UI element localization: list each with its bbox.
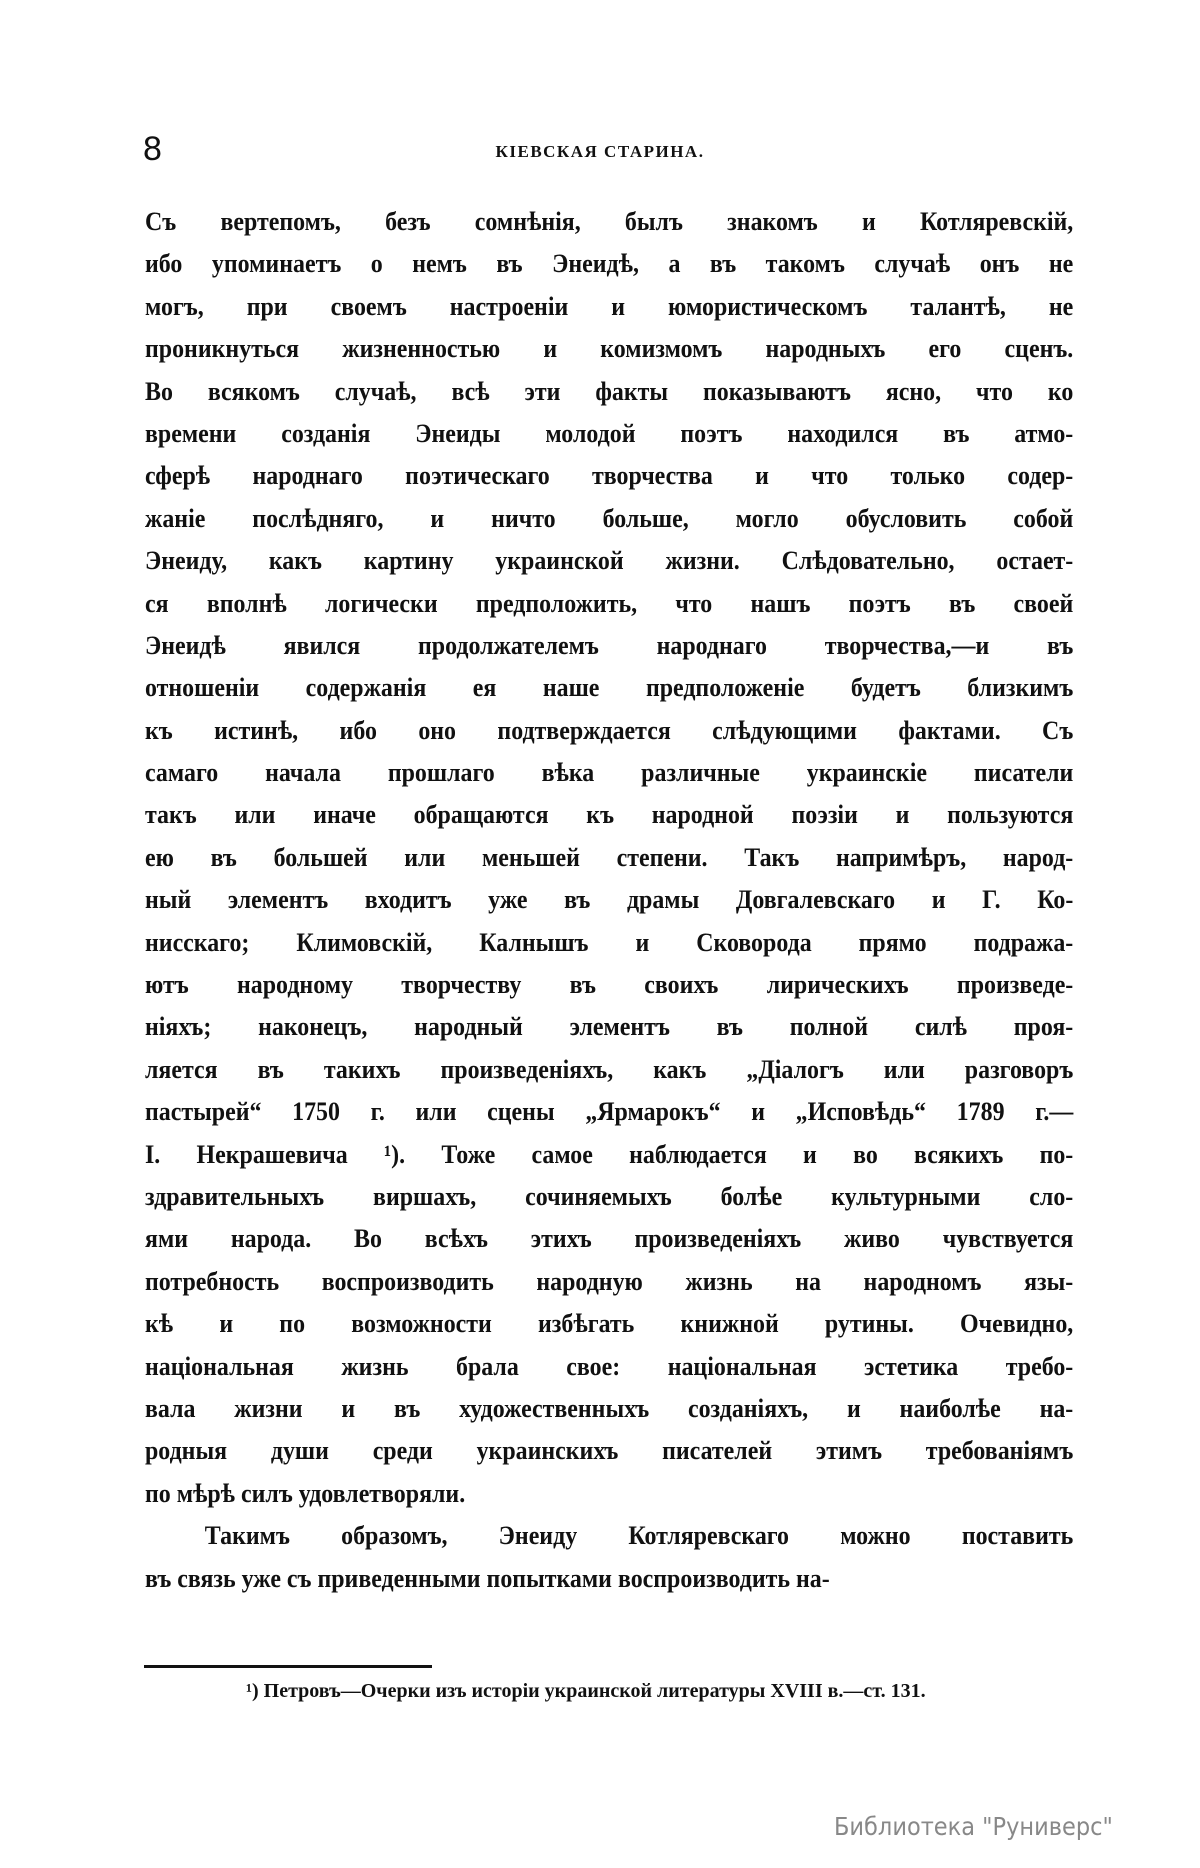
text-line: къ истинѣ, ибо оно подтверждается слѣдующими фактами. Съ	[145, 715, 1074, 745]
text-line: нисскаго; Климовскій, Калнышъ и Сковорода прямо подража-	[145, 927, 1074, 957]
text-line: проникнуться жизненностью и комизмомъ народныхъ его сценъ.	[145, 334, 1074, 364]
library-watermark: Библиотека "Руниверс"	[834, 1812, 1113, 1841]
text-line: Энеиду, какъ картину украинской жизни. Слѣдовательно, остает-	[145, 546, 1074, 576]
text-line: ся вполнѣ логически предположить, что нашъ поэтъ въ своей	[145, 588, 1074, 618]
text-line: ями народа. Во всѣхъ этихъ произведеніяхъ живо чувствуется	[145, 1224, 1074, 1254]
text-line: вала жизни и въ художественныхъ созданіяхъ, и наиболѣе на-	[145, 1393, 1074, 1423]
text-line: ляется въ такихъ произведеніяхъ, какъ „Діалогъ или разговоръ	[145, 1054, 1074, 1084]
text-line: отношеніи содержанія ея наше предположеніе будетъ близкимъ	[145, 673, 1074, 703]
text-line: ніяхъ; наконецъ, народный элементъ въ полной силѣ проя-	[145, 1012, 1074, 1042]
text-line: жаніе послѣдняго, и ничто больше, могло обусловить собой	[145, 503, 1074, 533]
text-line: пастырей“ 1750 г. или сцены „Ярмарокъ“ и „Исповѣдь“ 1789 г.—	[145, 1097, 1074, 1127]
text-line: сферѣ народнаго поэтическаго творчества и что только содер-	[145, 461, 1074, 491]
text-line: родныя души среди украинскихъ писателей этимъ требованіямъ	[145, 1436, 1074, 1466]
running-title: КІЕВСКАЯ СТАРИНА.	[495, 142, 705, 161]
text-line: могъ, при своемъ настроеніи и юмористическомъ талантѣ, не	[145, 291, 1074, 321]
footnote-divider	[144, 1665, 432, 1668]
text-line: въ связь уже съ приведенными попытками воспроизводить на-	[145, 1563, 830, 1593]
text-line: самаго начала прошлаго вѣка различные украинскіе писатели	[145, 758, 1074, 788]
text-line: по мѣрѣ силъ удовлетворяли.	[145, 1478, 466, 1508]
text-line: Такимъ образомъ, Энеиду Котляревскаго можно поставить	[204, 1521, 1074, 1551]
text-line: Энеидѣ явился продолжателемъ народнаго творчества,—и въ	[145, 630, 1074, 660]
footnote: ¹) Петровъ—Очерки изъ исторіи украинской литературы XVIII в.—ст. 131.	[246, 1680, 926, 1702]
text-line: потребность воспроизводить народную жизнь на народномъ язы-	[145, 1266, 1074, 1296]
text-line: Съ вертепомъ, безъ сомнѣнія, былъ знакомъ и Котляревскій,	[145, 207, 1074, 236]
text-line: Во всякомъ случаѣ, всѣ эти факты показываютъ ясно, что ко	[145, 376, 1074, 406]
text-line: времени созданія Энеиды молодой поэтъ находился въ атмо-	[145, 418, 1074, 448]
text-line: ютъ народному творчеству въ своихъ лирическихъ произведе-	[145, 970, 1074, 1000]
text-line: ный элементъ входитъ уже въ драмы Довгалевскаго и Г. Ко-	[145, 885, 1074, 915]
text-line: здравительныхъ виршахъ, сочиняемыхъ болѣе культурными сло-	[145, 1181, 1074, 1211]
text-line: ею въ большей или меньшей степени. Такъ напримѣръ, народ-	[145, 842, 1074, 872]
text-line: національная жизнь брала свое: національная эстетика требо-	[145, 1351, 1074, 1381]
text-line: ибо упоминаетъ о немъ въ Энеидѣ, а въ такомъ случаѣ онъ не	[145, 249, 1074, 279]
text-line: такъ или иначе обращаются къ народной поэзіи и пользуются	[145, 800, 1074, 830]
text-line: І. Некрашевича ¹). Тоже самое наблюдается и во всякихъ по-	[145, 1139, 1074, 1169]
body-text	[145, 201, 1073, 1600]
text-line: кѣ и по возможности избѣгать книжной рутины. Очевидно,	[145, 1309, 1074, 1339]
page-number: 8	[143, 130, 162, 168]
